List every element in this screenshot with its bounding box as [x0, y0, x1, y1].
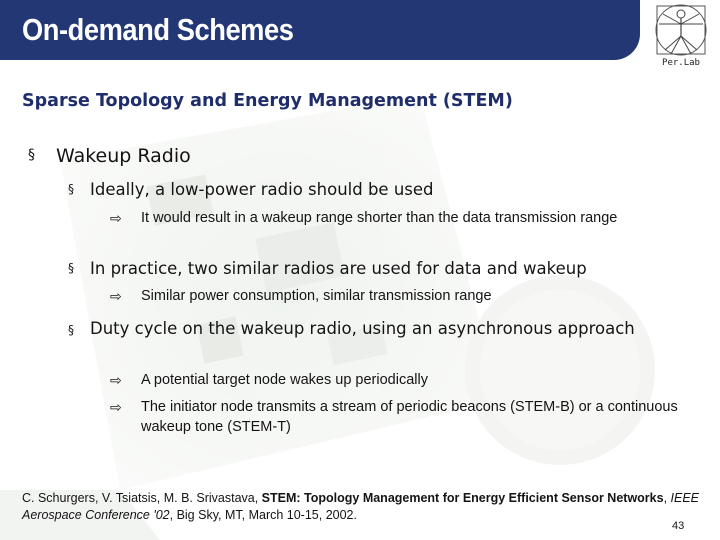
bullet-duty-cycle — [68, 316, 635, 341]
bullet-wakeup-radio — [28, 145, 191, 167]
citation-authors: C. Schurgers, V. Tsiatsis, M. B. Srivastava, — [22, 491, 262, 505]
arrow-bullet-icon: ⇨ — [110, 288, 122, 304]
slide-title: On-demand Schemes — [22, 12, 294, 47]
square-bullet-icon: § — [68, 261, 74, 275]
bullet-ideally — [68, 180, 434, 199]
title-bar — [0, 0, 640, 60]
bullet-text: The initiator node transmits a stream of periodic beacons (STEM-B) or a continuous wakeup tone (STEM-T) — [141, 399, 678, 435]
arrow-bullet-icon: ⇨ — [110, 399, 122, 415]
logo-text: Per.Lab — [662, 58, 700, 68]
arrow-bullet-icon: ⇨ — [110, 210, 122, 226]
subbullet-target-node — [110, 370, 711, 390]
citation-separator: , — [663, 491, 671, 505]
bullet-text: It would result in a wakeup range shorter than the data transmission range — [141, 210, 618, 226]
citation-venue: IEEE Aerospace Conference '02 — [22, 491, 700, 522]
perlab-logo — [650, 0, 712, 70]
bullet-text: Ideally, a low-power radio should be used — [90, 180, 434, 199]
square-bullet-icon: § — [68, 182, 74, 196]
arrow-bullet-icon: ⇨ — [110, 372, 122, 388]
subbullet-wakeup-range — [110, 208, 711, 228]
bullet-in-practice — [68, 259, 587, 278]
bullet-text: Duty cycle on the wakeup radio, using an asynchronous approach — [90, 319, 635, 338]
bullet-text: A potential target node wakes up periodically — [141, 372, 428, 388]
citation-details: , Big Sky, MT, March 10-15, 2002. — [169, 508, 357, 522]
subbullet-similar-power — [110, 286, 711, 306]
square-bullet-icon: § — [28, 147, 35, 163]
citation-title: STEM: Topology Management for Energy Efficient Sensor Networks — [261, 491, 664, 505]
page-number: 43 — [672, 520, 685, 532]
subbullet-initiator-node — [110, 397, 711, 437]
vitruvian-man-icon — [653, 2, 709, 58]
citation — [22, 490, 712, 524]
bullet-text: Similar power consumption, similar transmission range — [141, 288, 492, 304]
square-bullet-icon: § — [68, 323, 74, 337]
bullet-text: Wakeup Radio — [56, 145, 191, 167]
slide-subtitle: Sparse Topology and Energy Management (STEM) — [22, 91, 513, 111]
bullet-text: In practice, two similar radios are used for data and wakeup — [90, 259, 587, 278]
